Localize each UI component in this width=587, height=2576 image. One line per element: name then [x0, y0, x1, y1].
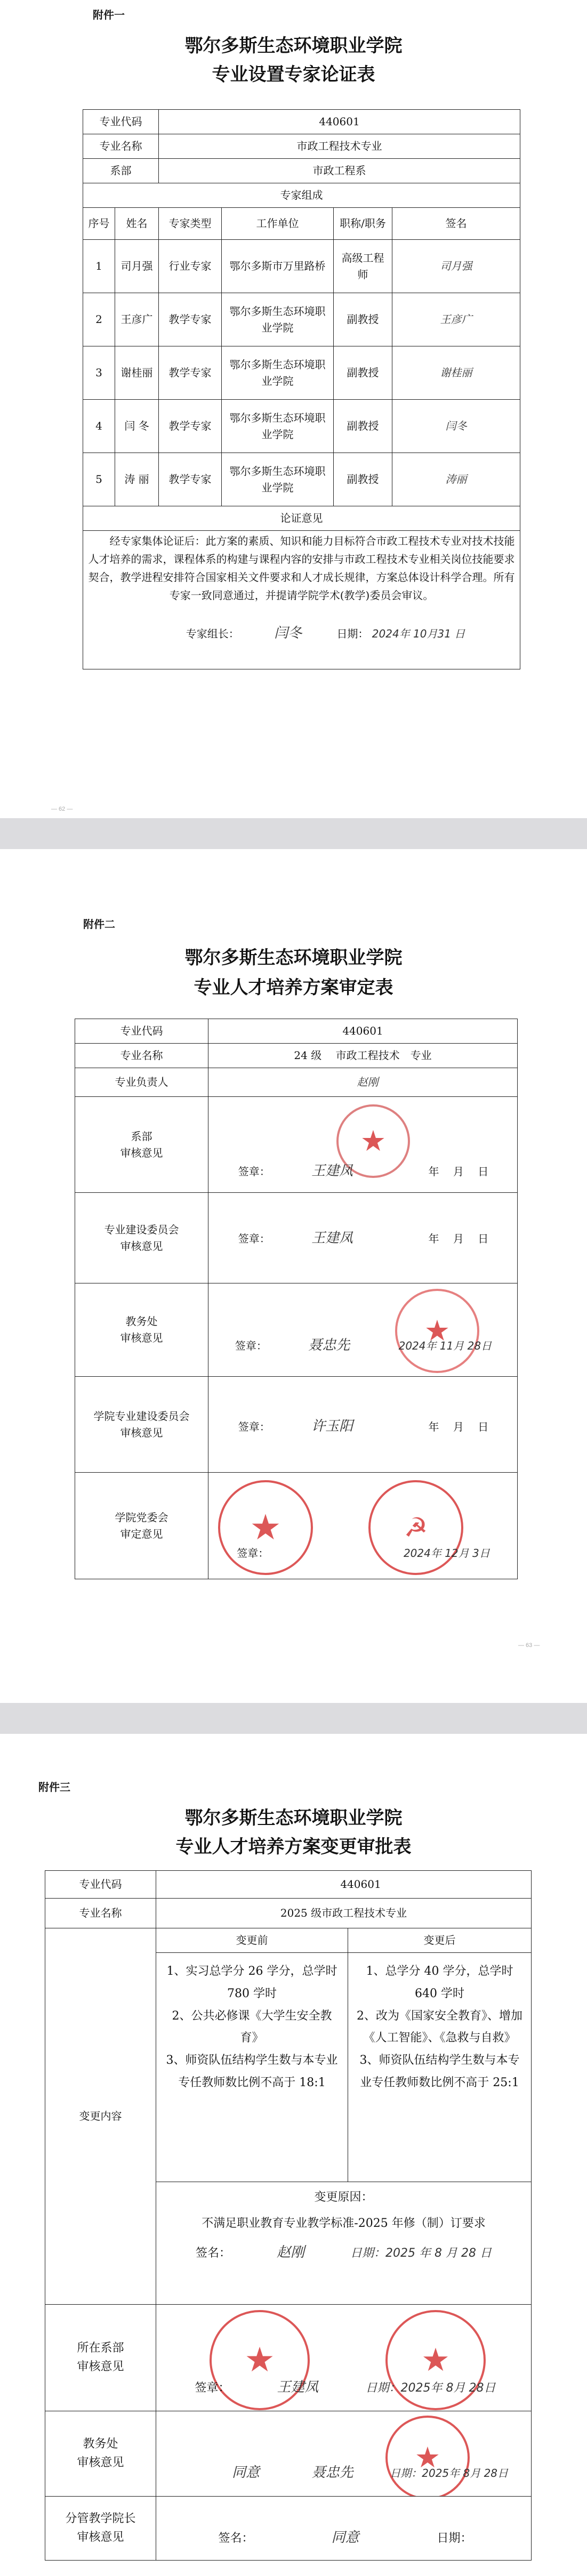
reason-sign-label: 签名：: [196, 2246, 231, 2260]
expert-type: 教学专家: [159, 400, 222, 453]
reason-cell: [156, 2182, 532, 2305]
aa-label: 教务处 审核意见: [45, 2411, 156, 2497]
block-cell: [208, 1283, 518, 1377]
leader-signoff: [86, 623, 517, 644]
expert-type: 行业专家: [159, 240, 222, 293]
reason-date: 日期：2025 年 8 月 28 日: [350, 2246, 492, 2260]
aa-cell: [156, 2411, 532, 2497]
code-label: 专业代码: [83, 110, 159, 134]
block-signature: 王建凤: [311, 1162, 353, 1179]
after-label: 变更后: [348, 1928, 532, 1953]
expert-type: 教学专家: [159, 293, 222, 346]
sign-label: 签章：: [238, 1165, 270, 1178]
name-label: 专业名称: [75, 1044, 208, 1068]
page-gap: [0, 818, 587, 849]
leader-label: 专家组长：: [186, 627, 239, 640]
name-value: 2025 级市政工程技术专业: [156, 1899, 532, 1928]
expert-signature: 谢桂丽: [392, 346, 520, 400]
block-cell: [208, 1193, 518, 1283]
expert-title: 副教授: [334, 293, 392, 346]
page-title-line1: 鄂尔多斯生态环境职业学院: [184, 947, 403, 968]
page-title-line2: 专业人才培养方案变更审批表: [175, 1836, 412, 1858]
block-signature: 许玉阳: [311, 1418, 353, 1434]
dept-value: 市政工程系: [159, 159, 520, 183]
table-row: [83, 346, 520, 400]
review-approval-table: [75, 1019, 518, 1579]
opinion-cell: [83, 531, 520, 669]
block-date: 2024年 11月 28日: [398, 1339, 492, 1352]
code-value: 440601: [159, 110, 520, 134]
name-label: 专业名称: [83, 134, 159, 159]
expert-unit: 鄂尔多斯市万里路桥: [222, 240, 334, 293]
date-value: 2024年 10月31 日: [372, 627, 465, 640]
expert-unit: 鄂尔多斯生态环境职业学院: [222, 346, 334, 400]
after-text: 1、总学分 40 学分，总学时 640 学时 2、改为《国家安全教育》、增加《人工智能》、《急救与自救》 3、师资队伍结构学生数与本专业专任教师数比例不高于 25:1: [348, 1953, 532, 2182]
vp-label: 分管教学院长 审核意见: [45, 2497, 156, 2561]
annex-label: 附件一: [93, 9, 125, 21]
expert-signature: 涛丽: [392, 453, 520, 506]
col-header: 序号: [83, 208, 115, 240]
name-value: 24 级 市政工程技术 专业: [208, 1044, 518, 1068]
leader-signature: 闫冬: [274, 625, 302, 641]
page-1: [0, 0, 587, 818]
dept-label: 所在系部 审核意见: [45, 2305, 156, 2411]
name-label: 专业名称: [45, 1899, 156, 1928]
code-label: 专业代码: [75, 1019, 208, 1044]
table-row: [83, 293, 520, 346]
dept-date: 日期：2025年 8月 28日: [365, 2381, 496, 2395]
block-cell: [208, 1097, 518, 1193]
expert-signature: 闫冬: [392, 400, 520, 453]
before-text: 1、实习总学分 26 学分，总学时 780 学时 2、公共必修课《大学生安全教育》 3、师资队伍结构学生数与本专业专任教师数比例不高于 18:1: [156, 1953, 348, 2182]
vp-date: 日期：: [437, 2531, 472, 2545]
expert-name: 闫 冬: [115, 400, 159, 453]
vp-signature: 同意: [331, 2529, 359, 2546]
page-title-line1: 鄂尔多斯生态环境职业学院: [184, 1807, 403, 1829]
dept-signature: 王建凤: [277, 2379, 319, 2395]
party-committee-seal: ☭: [368, 1480, 463, 1575]
block-cell: [208, 1473, 518, 1579]
name-value: 市政工程技术专业: [159, 134, 520, 159]
opinion-heading: 论证意见: [83, 506, 520, 531]
expert-no: 4: [83, 400, 115, 453]
block-cell: [208, 1377, 518, 1473]
sign-label: 签章：: [237, 1547, 269, 1560]
expert-title: 高级工程师: [334, 240, 392, 293]
page-title-line1: 鄂尔多斯生态环境职业学院: [184, 35, 403, 56]
page-2: [0, 849, 587, 1703]
block-date: 2024年 12月 3日: [403, 1547, 490, 1560]
page-title-line2: 专业人才培养方案审定表: [194, 977, 393, 998]
block-label: 专业建设委员会 审核意见: [75, 1193, 208, 1283]
code-value: 440601: [208, 1019, 518, 1044]
block-label: 教务处 审核意见: [75, 1283, 208, 1377]
page-number: — 63 —: [518, 1642, 540, 1649]
change-label: 变更内容: [45, 1928, 156, 2305]
change-approval-table: [45, 1870, 532, 2561]
aa-signature: 聂忠先: [311, 2464, 353, 2481]
sign-label: 签章：: [235, 1339, 267, 1352]
dept-cell: [156, 2305, 532, 2411]
sign-label: 签章：: [238, 1232, 270, 1245]
block-label: 学院党委会 审定意见: [75, 1473, 208, 1579]
dept-label: 系部: [83, 159, 159, 183]
expert-unit: 鄂尔多斯生态环境职业学院: [222, 453, 334, 506]
expert-name: 司月强: [115, 240, 159, 293]
reason-signature: 赵刚: [277, 2244, 305, 2260]
expert-name: 涛 丽: [115, 453, 159, 506]
academic-affairs-seal: ★: [385, 2416, 470, 2497]
code-label: 专业代码: [45, 1871, 156, 1899]
page-3: [0, 1734, 587, 2576]
expert-no: 5: [83, 453, 115, 506]
expert-signature: 王彦广: [392, 293, 520, 346]
expert-title: 副教授: [334, 453, 392, 506]
page-gap: [0, 1703, 587, 1734]
date-label: 日期：: [336, 627, 369, 640]
reason-signoff: [164, 2242, 524, 2263]
before-label: 变更前: [156, 1928, 348, 1953]
block-signature: 王建凤: [311, 1230, 353, 1246]
col-header: 姓名: [115, 208, 159, 240]
expert-name: 王彦广: [115, 293, 159, 346]
head-signature: 赵刚: [208, 1068, 518, 1097]
sign-label: 签章：: [238, 1420, 270, 1433]
aa-date: 日期：2025年 8月 28日: [390, 2466, 509, 2480]
expert-name: 谢桂丽: [115, 346, 159, 400]
reason-text: 不满足职业教育专业教学标准-2025 年修（制）订要求: [202, 2217, 486, 2231]
expert-type: 教学专家: [159, 453, 222, 506]
vp-sign-label: 签名：: [218, 2531, 254, 2545]
expert-no: 2: [83, 293, 115, 346]
experts-heading: 专家组成: [83, 183, 520, 208]
reason-label: 变更原因：: [314, 2191, 373, 2204]
block-date: 年 月 日: [428, 1232, 489, 1245]
expert-unit: 鄂尔多斯生态环境职业学院: [222, 293, 334, 346]
expert-signature: 司月强: [392, 240, 520, 293]
expert-title: 副教授: [334, 346, 392, 400]
aa-agree: 同意: [231, 2464, 260, 2481]
page-number: — 62 —: [51, 806, 73, 812]
page-title-line2: 专业设置专家论证表: [212, 64, 375, 85]
block-signature: 聂忠先: [308, 1337, 350, 1353]
col-header: 签名: [392, 208, 520, 240]
vp-cell: [156, 2497, 532, 2561]
expert-review-table: [83, 109, 520, 669]
academic-affairs-seal: ★: [395, 1289, 479, 1373]
col-header: 职称/职务: [334, 208, 392, 240]
expert-no: 3: [83, 346, 115, 400]
block-label: 学院专业建设委员会 审核意见: [75, 1377, 208, 1473]
dept-seal: ★: [336, 1104, 410, 1178]
expert-type: 教学专家: [159, 346, 222, 400]
college-seal: ★: [218, 1480, 313, 1575]
block-date: 年 月 日: [428, 1420, 489, 1433]
head-label: 专业负责人: [75, 1068, 208, 1097]
block-date: 年 月 日: [428, 1165, 489, 1178]
expert-no: 1: [83, 240, 115, 293]
opinion-text: 经专家集体论证后：此方案的素质、知识和能力目标符合市政工程技术专业对技术技能人才培养的需求，课程体系的构建与课程内容的安排与市政工程技术专业相关岗位技能要求契合，教学进程安排符合国家相关文件要求和人才成长规律，方案总体设计科学合理。所有专家一致同意通过，并提请学院学术(教学)委员会审议。: [88, 535, 515, 602]
col-header: 专家类型: [159, 208, 222, 240]
table-row: [83, 400, 520, 453]
annex-label: 附件二: [83, 918, 115, 931]
dept-seal-2: ★: [385, 2310, 486, 2410]
col-header: 工作单位: [222, 208, 334, 240]
table-row: [83, 240, 520, 293]
table-row: [83, 453, 520, 506]
block-label: 系部 审核意见: [75, 1097, 208, 1193]
dept-sign-label: 签章：: [195, 2381, 230, 2395]
dept-seal: ★: [210, 2310, 310, 2410]
annex-label: 附件三: [38, 1781, 70, 1794]
expert-title: 副教授: [334, 400, 392, 453]
code-value: 440601: [156, 1871, 532, 1899]
expert-unit: 鄂尔多斯生态环境职业学院: [222, 400, 334, 453]
